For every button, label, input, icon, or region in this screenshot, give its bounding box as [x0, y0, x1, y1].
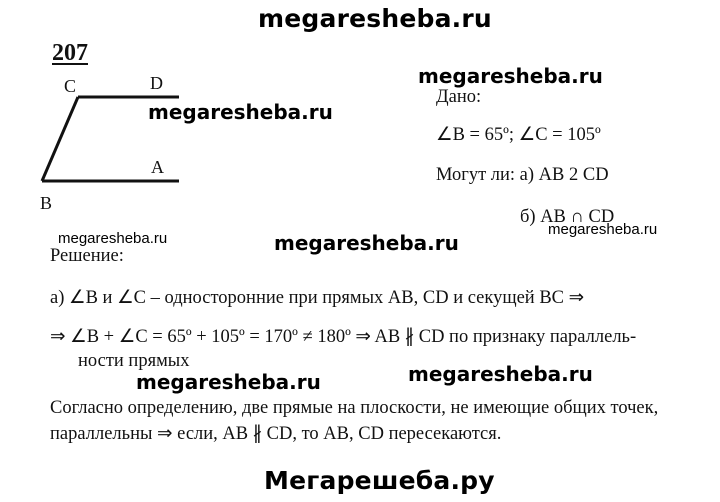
- solution-line-3: ности прямых: [78, 351, 190, 371]
- watermark: megaresheba.ru: [274, 231, 459, 255]
- given-question-b: б) AB ∩ CD: [520, 207, 615, 227]
- solution-line-4: Согласно определению, две прямые на плоскости, не имеющие общих точек,: [50, 398, 659, 418]
- vertex-label-a: A: [151, 157, 164, 177]
- solution-title: Решение:: [50, 246, 124, 266]
- problem-number: 207: [52, 40, 88, 66]
- watermark: megaresheba.ru: [548, 221, 658, 238]
- given-angles: ∠B = 65º; ∠C = 105º: [436, 125, 601, 145]
- given-title: Дано:: [436, 87, 482, 107]
- footer-site-title: Мегарешеба.ру: [264, 466, 495, 495]
- watermark: megaresheba.ru: [58, 230, 168, 247]
- watermark: megaresheba.ru: [136, 370, 321, 394]
- header-site-title: megaresheba.ru: [258, 4, 492, 33]
- solution-line-5: параллельны ⇒ если, AB ∦ CD, то AB, CD пересекаются.: [50, 424, 502, 444]
- given-question-a: Могут ли: а) AB 2 CD: [436, 165, 609, 185]
- segment-bc: [42, 97, 78, 181]
- solution-line-1: а) ∠B и ∠C – односторонние при прямых AB, CD и секущей BC ⇒: [50, 288, 585, 308]
- watermark: megaresheba.ru: [148, 100, 333, 124]
- watermark: megaresheba.ru: [418, 64, 603, 88]
- vertex-label-c: C: [64, 76, 77, 96]
- vertex-label-d: D: [150, 73, 163, 93]
- watermark: megaresheba.ru: [408, 362, 593, 386]
- vertex-label-b: B: [40, 193, 53, 213]
- solution-line-2: ⇒ ∠B + ∠C = 65º + 105º = 170º ≠ 180º ⇒ AB ∦ CD по признаку параллель-: [50, 327, 637, 347]
